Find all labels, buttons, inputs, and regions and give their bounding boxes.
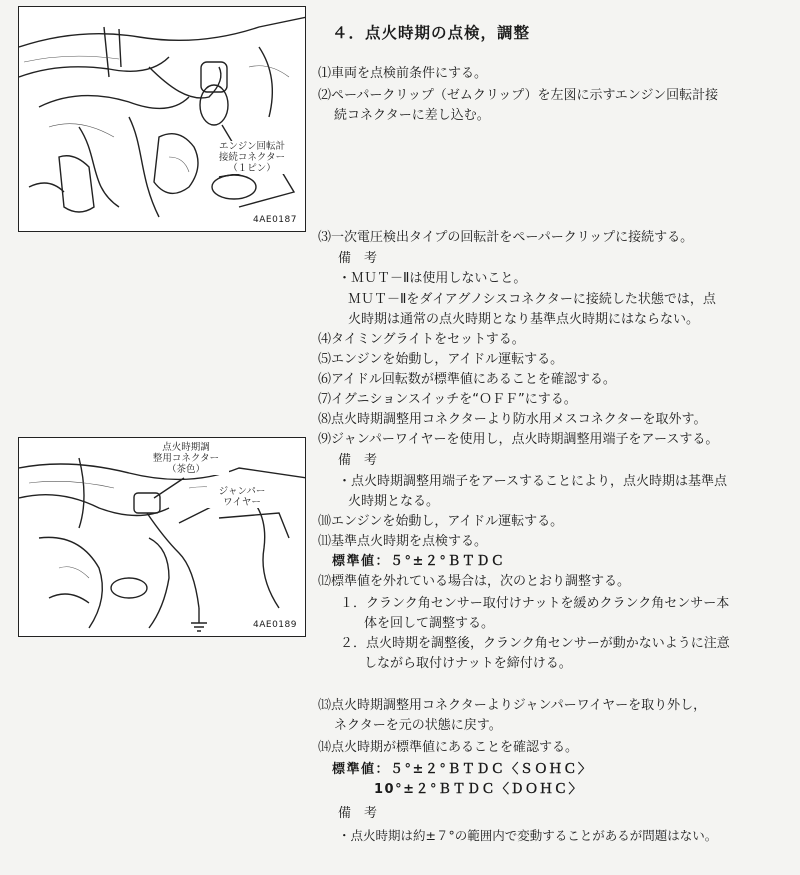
step-1: ⑴車両を点検前条件にする。 [318,66,488,81]
step-9: ⑼ジャンパーワイヤーを使用し，点火時期調整用端子をアースする。 [318,432,719,447]
step-12: ⑿標準値を外れている場合は，次のとおり調整する。 [318,574,631,589]
remark-3-line-2: ＭＵＴ－Ⅱをダイアグノシスコネクターに接続した状態では，点 [348,292,716,307]
jumper-wire-callout: ジャンパー ワイヤー [207,486,277,508]
step-2-cont: 続コネクターに差し込む。 [334,108,490,123]
step-2: ⑵ペーパークリップ（ゼムクリップ）を左図に示すエンジン回転計接 [318,88,719,103]
standard-value-dohc: 10°±２°ＢＴＤＣ〈ＤＯＨＣ〉 [374,782,583,797]
step-6: ⑹アイドル回転数が標準値にあることを確認する。 [318,372,616,387]
step-12-sub-1: １．クランク角センサー取付けナットを緩めクランク角センサー本 [340,596,730,611]
step-12-sub-2: ２．点火時期を調整後，クランク角センサーが動かないように注意 [340,636,730,651]
step-3: ⑶一次電圧検出タイプの回転計をペーパークリップに接続する。 [318,230,694,245]
remark-3-line-3: 火時期は通常の点火時期となり基準点火時期にはならない。 [348,312,700,327]
ignition-timing-connector-figure [18,437,306,637]
step-14: ⒁点火時期が標準値にあることを確認する。 [318,740,579,755]
remark-heading: 備 考 [338,806,378,821]
remark-9-line-2: 火時期となる。 [348,494,440,509]
remark-3-line-1: ・ＭＵＴ－Ⅱは使用しないこと。 [338,271,527,286]
step-10: ⑽エンジンを始動し，アイドル運転する。 [318,514,564,529]
step-5: ⑸エンジンを始動し，アイドル運転する。 [318,352,564,367]
standard-value-11: 標準値：５°±２°ＢＴＤＣ [332,554,506,569]
remark-14-line-1: ・点火時期は約±７°の範囲内で変動することがあるが問題はない。 [338,828,718,843]
step-13: ⒀点火時期調整用コネクターよりジャンパーワイヤーを取り外し， [318,698,707,713]
remark-heading: 備 考 [338,453,378,468]
figure-id-label: 4AE0187 [253,215,297,225]
timing-adjust-connector-callout: 点火時期調 整用コネクター （茶色） [143,442,229,475]
step-8: ⑻点火時期調整用コネクターより防水用メスコネクターを取外す。 [318,412,707,427]
engine-illustration-1 [19,7,306,232]
standard-value-sohc: 標準値：５°±２°ＢＴＤＣ〈ＳＯＨＣ〉 [332,762,593,777]
step-12-sub-1-cont: 体を回して調整する。 [364,616,495,631]
step-13-cont: ネクターを元の状態に戻す。 [334,718,502,733]
step-11: ⑾基準点火時期を点検する。 [318,534,488,549]
remark-heading: 備 考 [338,251,378,266]
step-4: ⑷タイミングライトをセットする。 [318,332,525,347]
tachometer-connector-callout: エンジン回転計 接続コネクター （１ピン） [207,141,297,174]
figure-id-label: 4AE0189 [253,620,297,630]
step-7: ⑺イグニションスイッチを“ＯＦＦ”にする。 [318,392,577,407]
section-title: ４．点火時期の点検，調整 [332,24,531,42]
engine-tachometer-connector-figure [18,6,306,232]
remark-9-line-1: ・点火時期調整用端子をアースすることにより，点火時期は基準点 [338,474,727,489]
step-12-sub-2-cont: しながら取付けナットを締付ける。 [364,656,572,671]
